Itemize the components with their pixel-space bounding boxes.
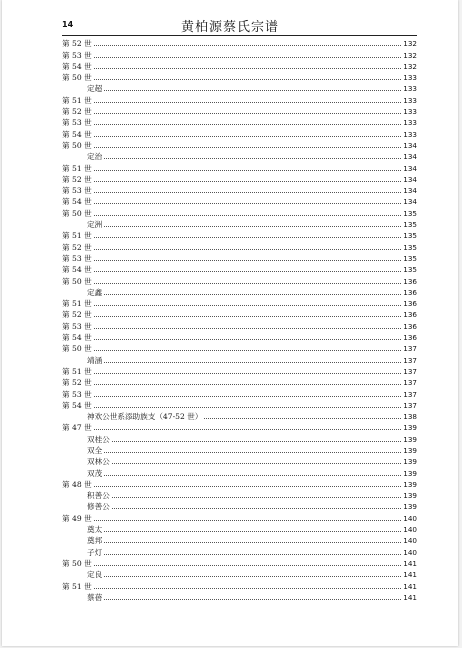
- toc-dot-leader: [94, 203, 402, 204]
- toc-dot-leader: [104, 362, 401, 363]
- toc-entry-page-number: 135: [403, 265, 417, 275]
- toc-entry-page-number: 133: [403, 73, 417, 83]
- toc-entry-label: 第 51 世: [62, 231, 92, 241]
- toc-dot-leader: [94, 305, 402, 306]
- toc-entry-page-number: 137: [403, 400, 417, 410]
- toc-entry-label: 第 52 世: [62, 174, 92, 184]
- toc-dot-leader: [104, 158, 401, 159]
- toc-entry-label: 神欢公世系添助族支（47-52 世）: [87, 412, 203, 422]
- toc-dot-leader: [94, 181, 402, 182]
- toc-entry-label: 蔡蓓: [87, 592, 103, 602]
- toc-entry-label: 第 54 世: [62, 400, 92, 410]
- table-of-contents: [62, 38, 417, 603]
- toc-dot-leader: [104, 531, 401, 532]
- toc-entry-page-number: 132: [403, 61, 417, 71]
- toc-entry-page-number: 139: [403, 423, 417, 433]
- toc-dot-leader: [104, 554, 401, 555]
- toc-entry-label: 第 51 世: [62, 95, 92, 105]
- toc-entry[interactable]: [62, 400, 417, 411]
- toc-dot-leader: [104, 226, 401, 227]
- toc-entry-page-number: 141: [403, 570, 417, 580]
- toc-entry-page-number: 133: [403, 129, 417, 139]
- document-page: [2, 0, 458, 646]
- toc-entry-label: 双全: [87, 445, 103, 455]
- toc-dot-leader: [112, 497, 402, 498]
- toc-entry[interactable]: [62, 512, 417, 523]
- toc-entry-page-number: 133: [403, 95, 417, 105]
- toc-dot-leader: [94, 396, 402, 397]
- toc-dot-leader: [104, 599, 401, 600]
- toc-entry[interactable]: [62, 445, 417, 456]
- toc-entry-page-number: 136: [403, 310, 417, 320]
- page-number: 14: [62, 20, 74, 29]
- toc-dot-leader: [104, 294, 401, 295]
- toc-entry-label: 奠太: [87, 525, 103, 535]
- toc-entry-label: 定良: [87, 570, 103, 580]
- toc-entry-label: 第 50 世: [62, 344, 92, 354]
- toc-dot-leader: [94, 124, 402, 125]
- toc-entry-page-number: 139: [403, 445, 417, 455]
- toc-dot-leader: [104, 542, 401, 543]
- toc-entry-page-number: 140: [403, 547, 417, 557]
- toc-dot-leader: [94, 147, 402, 148]
- toc-entry[interactable]: [62, 49, 417, 60]
- toc-entry-page-number: 137: [403, 355, 417, 365]
- toc-entry-label: 第 52 世: [62, 39, 92, 49]
- toc-entry-page-number: 133: [403, 107, 417, 117]
- toc-entry-label: 子灯: [87, 547, 103, 557]
- toc-dot-leader: [104, 475, 401, 476]
- toc-entry[interactable]: [62, 230, 417, 241]
- toc-entry-page-number: 132: [403, 39, 417, 49]
- toc-entry-label: 第 52 世: [62, 310, 92, 320]
- toc-entry[interactable]: [62, 207, 417, 218]
- page-header: [2, 0, 458, 38]
- toc-entry-page-number: 135: [403, 220, 417, 230]
- toc-dot-leader: [94, 328, 402, 329]
- toc-entry-page-number: 134: [403, 140, 417, 150]
- toc-entry[interactable]: [62, 174, 417, 185]
- toc-dot-leader: [94, 249, 402, 250]
- toc-entry-page-number: 134: [403, 152, 417, 162]
- toc-entry-page-number: 137: [403, 344, 417, 354]
- toc-dot-leader: [94, 339, 402, 340]
- toc-entry[interactable]: [62, 467, 417, 478]
- toc-entry-label: 第 47 世: [62, 423, 92, 433]
- toc-dot-leader: [94, 170, 402, 171]
- toc-dot-leader: [94, 260, 402, 261]
- toc-entry-page-number: 139: [403, 479, 417, 489]
- toc-dot-leader: [94, 429, 402, 430]
- toc-entry[interactable]: [62, 83, 417, 94]
- toc-entry-label: 双茂: [87, 468, 103, 478]
- toc-entry-label: 修善公: [87, 502, 110, 512]
- toc-entry-label: 奠邦: [87, 536, 103, 546]
- toc-entry[interactable]: [62, 241, 417, 252]
- toc-dot-leader: [94, 102, 402, 103]
- toc-entry-page-number: 140: [403, 513, 417, 523]
- toc-entry-page-number: 139: [403, 468, 417, 478]
- toc-entry-page-number: 139: [403, 434, 417, 444]
- toc-entry-label: 第 50 世: [62, 276, 92, 286]
- toc-entry-page-number: 139: [403, 502, 417, 512]
- toc-dot-leader: [94, 486, 402, 487]
- toc-dot-leader: [94, 136, 402, 137]
- toc-entry[interactable]: [62, 196, 417, 207]
- toc-entry-page-number: 136: [403, 333, 417, 343]
- toc-entry-page-number: 136: [403, 276, 417, 286]
- toc-dot-leader: [104, 576, 401, 577]
- toc-entry-label: 第 50 世: [62, 140, 92, 150]
- toc-dot-leader: [94, 316, 402, 317]
- toc-dot-leader: [94, 350, 402, 351]
- toc-entry[interactable]: [62, 354, 417, 365]
- toc-entry-label: 第 48 世: [62, 479, 92, 489]
- toc-entry-label: 第 53 世: [62, 321, 92, 331]
- toc-entry-page-number: 141: [403, 558, 417, 568]
- toc-entry-page-number: 135: [403, 231, 417, 241]
- toc-entry-label: 第 52 世: [62, 107, 92, 117]
- toc-entry-page-number: 141: [403, 581, 417, 591]
- toc-entry[interactable]: [62, 377, 417, 388]
- toc-dot-leader: [94, 68, 402, 69]
- toc-entry-label: 第 54 世: [62, 197, 92, 207]
- toc-entry-label: 第 51 世: [62, 163, 92, 173]
- toc-entry-label: 第 53 世: [62, 118, 92, 128]
- toc-entry[interactable]: [62, 117, 417, 128]
- toc-entry[interactable]: [62, 298, 417, 309]
- toc-entry-page-number: 137: [403, 378, 417, 388]
- toc-dot-leader: [94, 588, 402, 589]
- toc-entry[interactable]: [62, 366, 417, 377]
- toc-entry-page-number: 140: [403, 536, 417, 546]
- toc-entry-label: 第 52 世: [62, 242, 92, 252]
- toc-entry-page-number: 136: [403, 299, 417, 309]
- toc-entry-page-number: 134: [403, 163, 417, 173]
- toc-entry-label: 双林公: [87, 457, 110, 467]
- toc-entry-page-number: 134: [403, 186, 417, 196]
- toc-entry[interactable]: [62, 320, 417, 331]
- toc-entry-label: 定治: [87, 152, 103, 162]
- toc-entry[interactable]: [62, 569, 417, 580]
- toc-entry-label: 第 54 世: [62, 61, 92, 71]
- toc-entry[interactable]: [62, 524, 417, 535]
- toc-entry[interactable]: [62, 287, 417, 298]
- toc-entry-label: 双桂公: [87, 434, 110, 444]
- toc-entry-label: 第 54 世: [62, 265, 92, 275]
- toc-entry[interactable]: [62, 219, 417, 230]
- toc-entry[interactable]: [62, 61, 417, 72]
- toc-entry[interactable]: [62, 433, 417, 444]
- toc-entry-label: 第 52 世: [62, 378, 92, 388]
- toc-entry-page-number: 134: [403, 174, 417, 184]
- toc-entry-page-number: 135: [403, 208, 417, 218]
- toc-entry-page-number: 136: [403, 321, 417, 331]
- toc-entry[interactable]: [62, 546, 417, 557]
- toc-dot-leader: [204, 418, 401, 419]
- toc-dot-leader: [94, 237, 402, 238]
- toc-entry-page-number: 139: [403, 491, 417, 501]
- toc-entry[interactable]: [62, 422, 417, 433]
- toc-entry[interactable]: [62, 456, 417, 467]
- toc-entry[interactable]: [62, 535, 417, 546]
- toc-entry-label: 定超: [87, 84, 103, 94]
- toc-entry-label: 第 51 世: [62, 299, 92, 309]
- toc-dot-leader: [112, 463, 402, 464]
- toc-entry-label: 第 50 世: [62, 73, 92, 83]
- toc-entry-label: 第 53 世: [62, 253, 92, 263]
- toc-dot-leader: [94, 57, 402, 58]
- toc-entry-label: 第 51 世: [62, 366, 92, 376]
- toc-entry-label: 定洲: [87, 220, 103, 230]
- toc-dot-leader: [112, 508, 402, 509]
- toc-entry-page-number: 133: [403, 84, 417, 94]
- toc-entry-page-number: 136: [403, 287, 417, 297]
- toc-dot-leader: [94, 373, 402, 374]
- toc-entry[interactable]: [62, 38, 417, 49]
- toc-entry[interactable]: [62, 94, 417, 105]
- toc-entry-page-number: 138: [403, 412, 417, 422]
- toc-entry[interactable]: [62, 128, 417, 139]
- toc-entry-page-number: 134: [403, 197, 417, 207]
- toc-dot-leader: [94, 520, 402, 521]
- toc-entry[interactable]: [62, 558, 417, 569]
- toc-dot-leader: [94, 113, 402, 114]
- toc-entry[interactable]: [62, 72, 417, 83]
- toc-entry-label: 第 54 世: [62, 333, 92, 343]
- toc-entry[interactable]: [62, 501, 417, 512]
- toc-entry-page-number: 141: [403, 592, 417, 602]
- toc-entry[interactable]: [62, 490, 417, 501]
- toc-entry[interactable]: [62, 580, 417, 591]
- toc-entry-label: 定鑫: [87, 287, 103, 297]
- toc-entry[interactable]: [62, 151, 417, 162]
- toc-entry[interactable]: [62, 388, 417, 399]
- toc-entry[interactable]: [62, 343, 417, 354]
- toc-dot-leader: [104, 90, 401, 91]
- toc-entry-label: 第 51 世: [62, 581, 92, 591]
- toc-entry-label: 积善公: [87, 491, 110, 501]
- header-rule: [62, 35, 417, 36]
- toc-entry[interactable]: [62, 185, 417, 196]
- toc-entry[interactable]: [62, 411, 417, 422]
- toc-dot-leader: [94, 384, 402, 385]
- toc-dot-leader: [94, 407, 402, 408]
- toc-entry[interactable]: [62, 479, 417, 490]
- toc-entry[interactable]: [62, 264, 417, 275]
- toc-entry[interactable]: [62, 275, 417, 286]
- toc-dot-leader: [104, 452, 401, 453]
- toc-dot-leader: [94, 45, 402, 46]
- toc-entry-page-number: 137: [403, 366, 417, 376]
- toc-entry-page-number: 133: [403, 118, 417, 128]
- toc-dot-leader: [94, 283, 402, 284]
- toc-entry-page-number: 135: [403, 253, 417, 263]
- toc-entry-page-number: 137: [403, 389, 417, 399]
- toc-entry-page-number: 140: [403, 525, 417, 535]
- toc-dot-leader: [94, 79, 402, 80]
- toc-dot-leader: [112, 441, 402, 442]
- toc-entry-label: 第 49 世: [62, 513, 92, 523]
- toc-entry-label: 第 53 世: [62, 186, 92, 196]
- toc-entry-page-number: 135: [403, 242, 417, 252]
- toc-entry-label: 靖涵: [87, 355, 103, 365]
- toc-entry-label: 第 53 世: [62, 50, 92, 60]
- document-title: 黄柏源蔡氏宗谱: [180, 20, 279, 35]
- toc-entry[interactable]: [62, 332, 417, 343]
- toc-entry[interactable]: [62, 140, 417, 151]
- toc-entry-label: 第 50 世: [62, 558, 92, 568]
- toc-entry-page-number: 139: [403, 457, 417, 467]
- toc-entry-label: 第 54 世: [62, 129, 92, 139]
- toc-entry-label: 第 50 世: [62, 208, 92, 218]
- toc-entry-label: 第 53 世: [62, 389, 92, 399]
- toc-entry-page-number: 132: [403, 50, 417, 60]
- toc-entry[interactable]: [62, 162, 417, 173]
- toc-entry[interactable]: [62, 106, 417, 117]
- toc-entry[interactable]: [62, 253, 417, 264]
- toc-dot-leader: [94, 215, 402, 216]
- toc-dot-leader: [94, 271, 402, 272]
- toc-entry[interactable]: [62, 309, 417, 320]
- toc-entry[interactable]: [62, 592, 417, 603]
- toc-dot-leader: [94, 565, 402, 566]
- toc-dot-leader: [94, 192, 402, 193]
